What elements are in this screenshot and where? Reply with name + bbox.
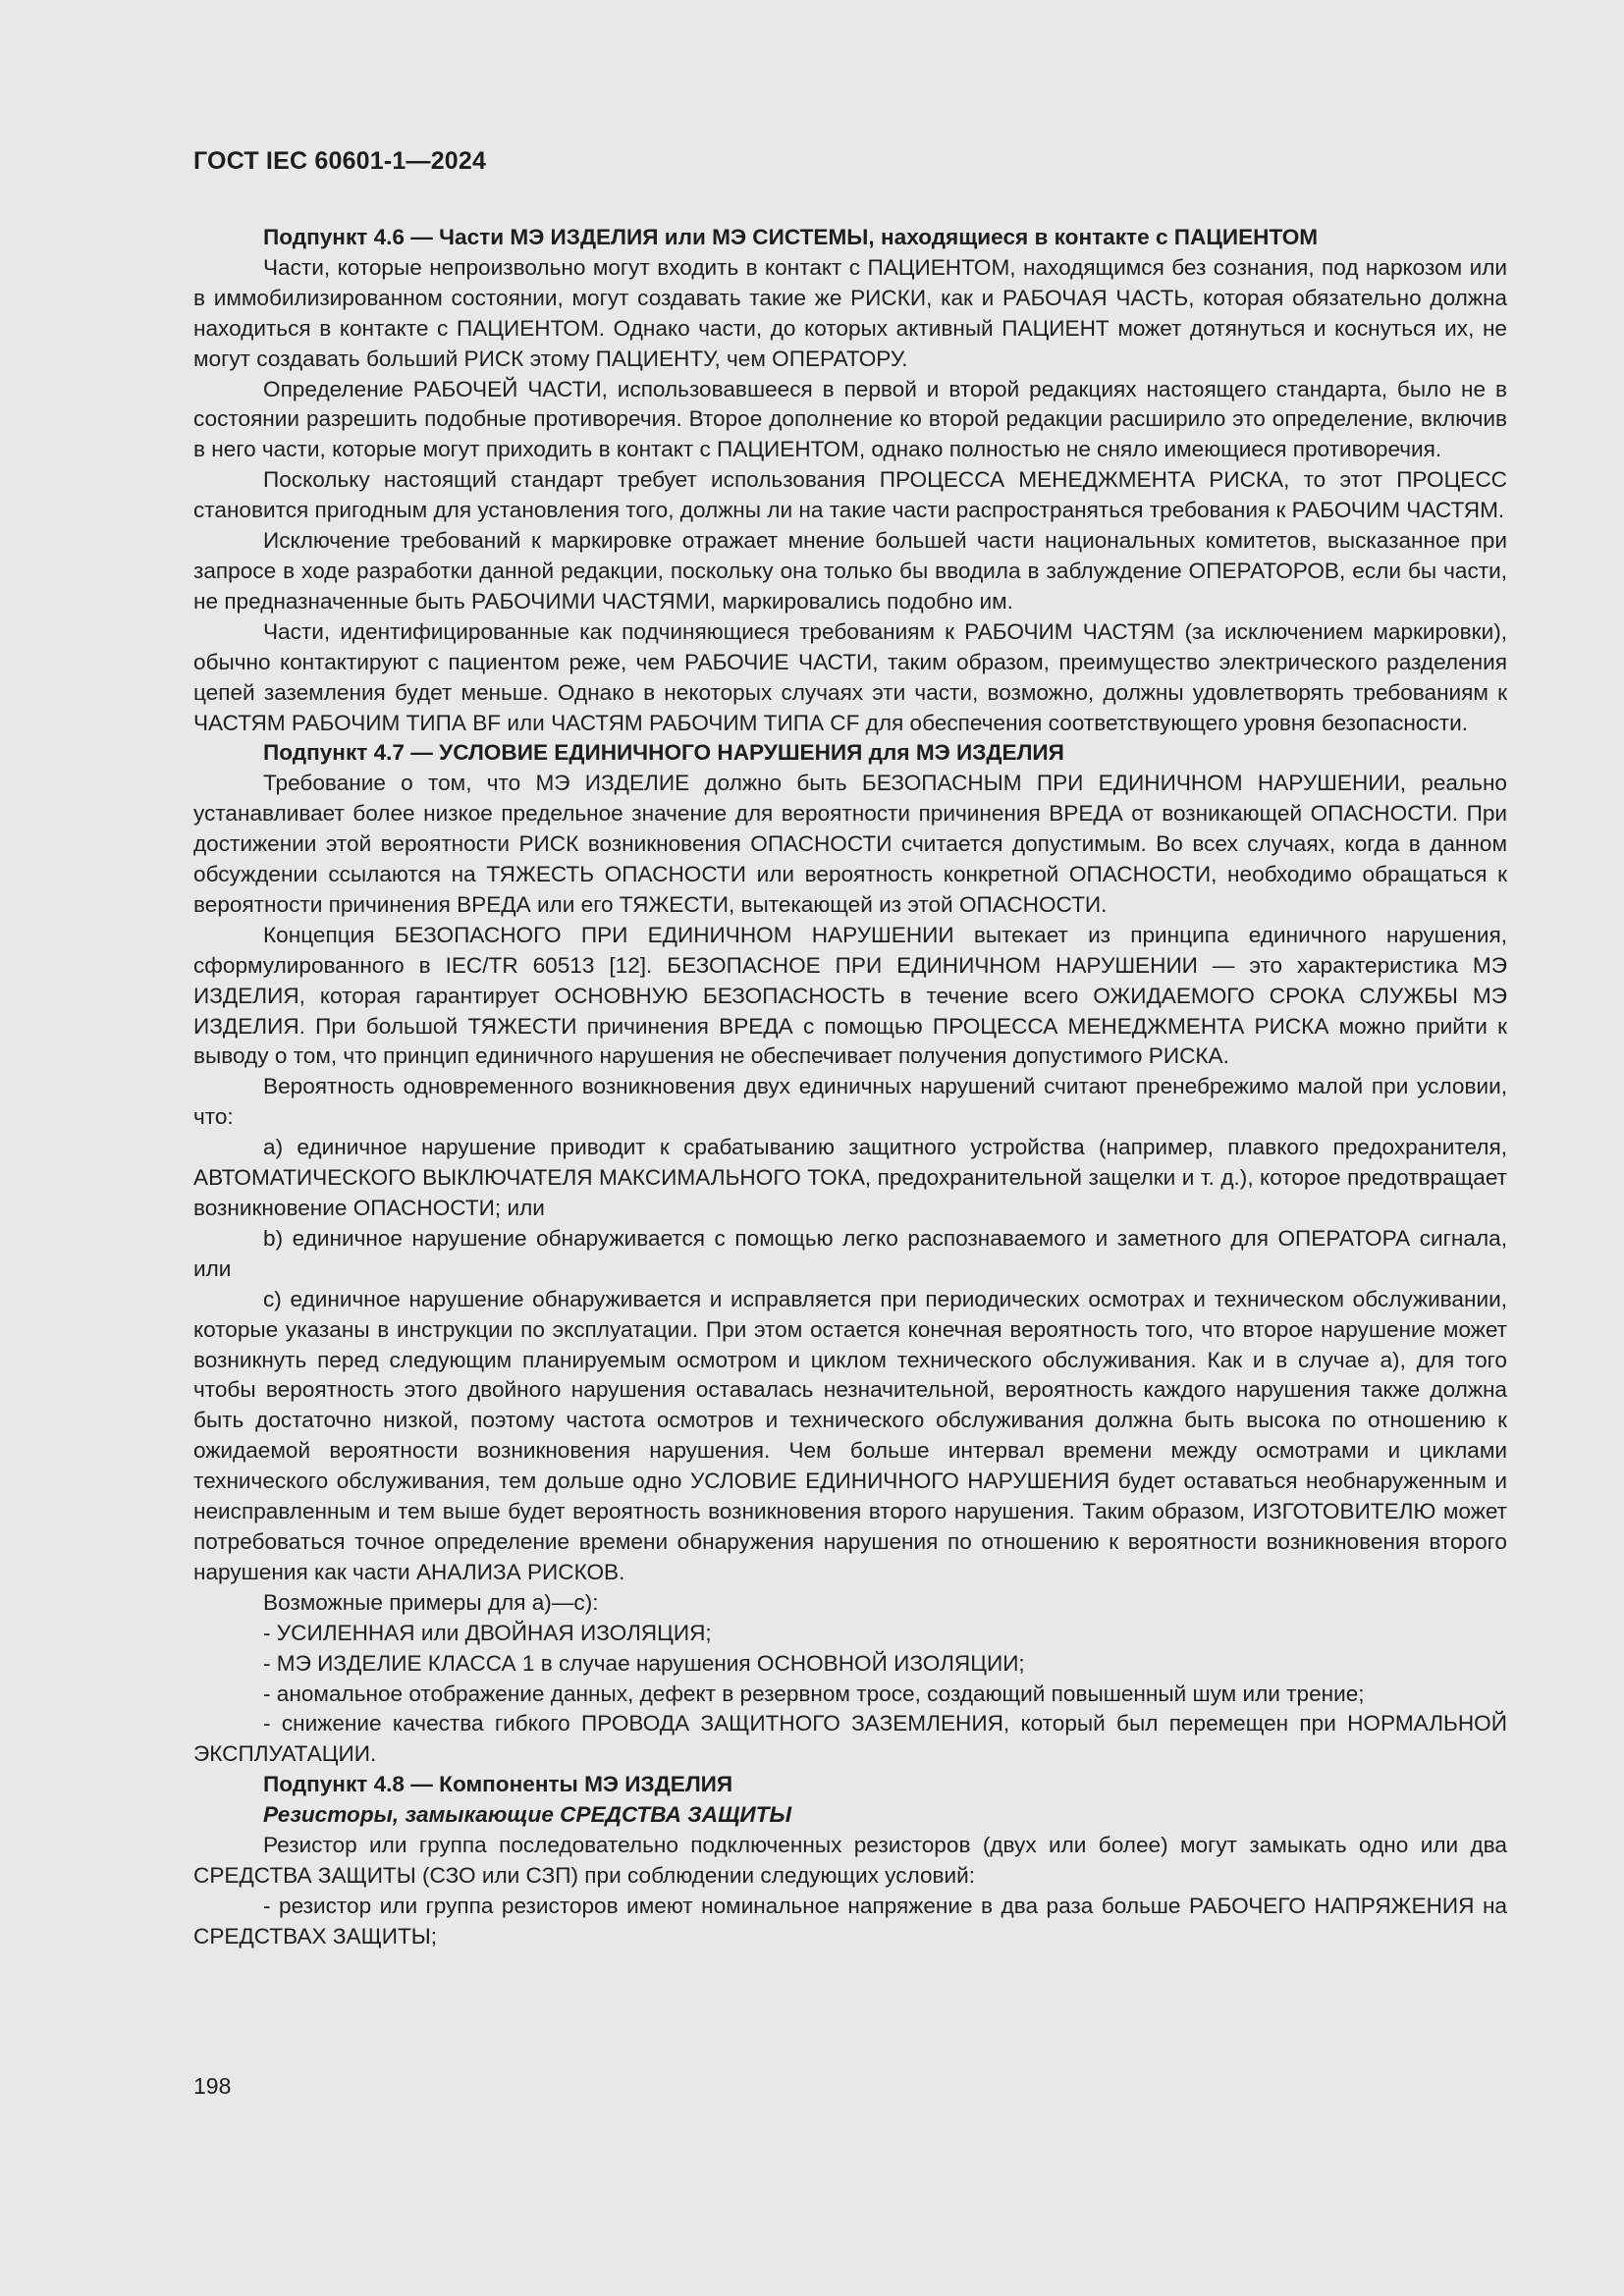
paragraph: b) единичное нарушение обнаруживается с помощью легко распознаваемого и заметного для ОПЕРАТОРА сигнала, или [193,1225,1507,1281]
paragraph: Требование о том, что МЭ ИЗДЕЛИЕ должно быть БЕЗОПАСНЫМ ПРИ ЕДИНИЧНОМ НАРУШЕНИИ, реально устанавливает более низкое предельное значение для вероятности причинения ВРЕДА от возникающей ОПАСНОСТИ. При достижении этой вероятности РИСК возникновения ОПАСНОСТИ считается допустимым. Во всех случаях, когда в данном обсуждении ссылаются на ТЯЖЕСТЬ ОПАСНОСТИ или вероятность конкретной ОПАСНОСТИ, необходимо обращаться к вероятности причинения ВРЕДА или его ТЯЖЕСТИ, вытекающей из этой ОПАСНОСТИ. [193,771,1507,917]
document-body [193,223,1507,1952]
section-heading: Подпункт 4.6 — Части МЭ ИЗДЕЛИЯ или МЭ СИСТЕМЫ, находящиеся в контакте с ПАЦИЕНТОМ [263,225,1319,249]
paragraph: Вероятность одновременного возникновения двух единичных нарушений считают пренебрежимо малой при условии, что: [193,1074,1507,1130]
paragraph: a) единичное нарушение приводит к срабатыванию защитного устройства (например, плавкого предохранителя, АВТОМАТИЧЕСКОГО ВЫКЛЮЧАТЕЛЯ МАКСИМАЛЬНОГО ТОКА, предохранительной защелки и т. д.), которое предотвращает возникновение ОПАСНОСТИ; или [193,1135,1507,1220]
paragraph: Резистор или группа последовательно подключенных резисторов (двух или более) могут замыкать одно или два СРЕДСТВА ЗАЩИТЫ (СЗО или СЗП) при соблюдении следующих условий: [193,1833,1507,1888]
paragraph: c) единичное нарушение обнаруживается и исправляется при периодических осмотрах и техническом обслуживании, которые указаны в инструкции по эксплуатации. При этом остается конечная вероятность того, что второе нарушение может возникнуть перед следующим планируемым осмотром и циклом технического обслуживания. Как и в случае a), для того чтобы вероятность этого двойного нарушения оставалась незначительной, вероятность каждого нарушения также должна быть достаточно низкой, поэтому частота осмотров и технического обслуживания должна быть высока по отношению к ожидаемой вероятности возникновения нарушения. Чем больше интервал времени между осмотрами и циклами технического обслуживания, тем дольше одно УСЛОВИЕ ЕДИНИЧНОГО НАРУШЕНИЯ будет оставаться необнаруженным и неисправленным и тем выше будет вероятность возникновения второго нарушения. Таким образом, ИЗГОТОВИТЕЛЮ может потребоваться точное определение времени обнаружения нарушения по отношению к вероятности возникновения второго нарушения как части АНАЛИЗА РИСКОВ. [193,1286,1507,1584]
paragraph: - УСИЛЕННАЯ или ДВОЙНАЯ ИЗОЛЯЦИЯ; [263,1620,712,1645]
section-heading: Подпункт 4.7 — УСЛОВИЕ ЕДИНИЧНОГО НАРУШЕНИЯ для МЭ ИЗДЕЛИЯ [263,740,1064,766]
page-number: 198 [193,2073,232,2099]
paragraph: Возможные примеры для a)—c): [263,1589,599,1615]
paragraph: Части, идентифицированные как подчиняющиеся требованиям к РАБОЧИМ ЧАСТЯМ (за исключением маркировки), обычно контактируют с пациентом реже, чем РАБОЧИЕ ЧАСТИ, таким образом, преимущество электрического разделения цепей заземления будет меньше. Однако в некоторых случаях эти части, возможно, должны удовлетворять требованиям к ЧАСТЯМ РАБОЧИМ ТИПА BF или ЧАСТЯМ РАБОЧИМ ТИПА CF для обеспечения соответствующего уровня безопасности. [193,618,1507,735]
document-header: ГОСТ IEC 60601-1—2024 [193,147,487,175]
paragraph: - резистор или группа резисторов имеют номинальное напряжение в два раза больше РАБОЧЕГО НАПРЯЖЕНИЯ на СРЕДСТВАХ ЗАЩИТЫ; [193,1893,1507,1949]
paragraph: - аномальное отображение данных, дефект в резервном тросе, создающий повышенный шум или трение; [263,1681,1365,1706]
paragraph: Исключение требований к маркировке отражает мнение большей части национальных комитетов, высказанное при запросе в ходе разработки данной редакции, поскольку она только бы вводила в заблуждение ОПЕРАТОРОВ, если бы части, не предназначенные быть РАБОЧИМИ ЧАСТЯМИ, маркировались подобно им. [193,528,1507,614]
paragraph: Определение РАБОЧЕЙ ЧАСТИ, использовавшееся в первой и второй редакциях настоящего стандарта, было не в состоянии разрешить подобные противоречия. Второе дополнение ко второй редакции расширило это определение, включив в него части, которые могут приходить в контакт с ПАЦИЕНТОМ, однако полностью не сняло имеющиеся противоречия. [193,376,1507,462]
paragraph: Концепция БЕЗОПАСНОГО ПРИ ЕДИНИЧНОМ НАРУШЕНИИ вытекает из принципа единичного нарушения, сформулированного в IEC/TR 60513 [12]. БЕЗОПАСНОЕ ПРИ ЕДИНИЧНОМ НАРУШЕНИИ — это характеристика МЭ ИЗДЕЛИЯ, которая гарантирует ОСНОВНУЮ БЕЗОПАСНОСТЬ в течение всего ОЖИДАЕМОГО СРОКА СЛУЖБЫ МЭ ИЗДЕЛИЯ. При большой ТЯЖЕСТИ причинения ВРЕДА с помощью ПРОЦЕССА МЕНЕДЖМЕНТА РИСКА можно прийти к выводу о том, что принцип единичного нарушения не обеспечивает получения допустимого РИСКА. [193,922,1507,1069]
section-heading: Резисторы, замыкающие СРЕДСТВА ЗАЩИТЫ [263,1802,792,1828]
paragraph: - снижение качества гибкого ПРОВОДА ЗАЩИТНОГО ЗАЗЕМЛЕНИЯ, который был перемещен при НОРМАЛЬНОЙ ЭКСПЛУАТАЦИИ. [193,1711,1507,1767]
paragraph: Поскольку настоящий стандарт требует использования ПРОЦЕССА МЕНЕДЖМЕНТА РИСКА, то этот ПРОЦЕСС становится пригодным для установления того, должны ли на такие части распространяться требования к РАБОЧИМ ЧАСТЯМ. [193,467,1507,523]
section-heading: Подпункт 4.8 — Компоненты МЭ ИЗДЕЛИЯ [263,1772,733,1797]
paragraph: - МЭ ИЗДЕЛИЕ КЛАССА 1 в случае нарушения ОСНОВНОЙ ИЗОЛЯЦИИ; [263,1650,1025,1676]
paragraph: Части, которые непроизвольно могут входить в контакт с ПАЦИЕНТОМ, находящимся без сознания, под наркозом или в иммобилизированном состоянии, могут создавать такие же РИСКИ, как и РАБОЧАЯ ЧАСТЬ, которая обязательно должна находиться в контакте с ПАЦИЕНТОМ. Однако части, до которых активный ПАЦИЕНТ может дотянуться и коснуться их, не могут создавать больший РИСК этому ПАЦИЕНТУ, чем ОПЕРАТОРУ. [193,254,1507,371]
